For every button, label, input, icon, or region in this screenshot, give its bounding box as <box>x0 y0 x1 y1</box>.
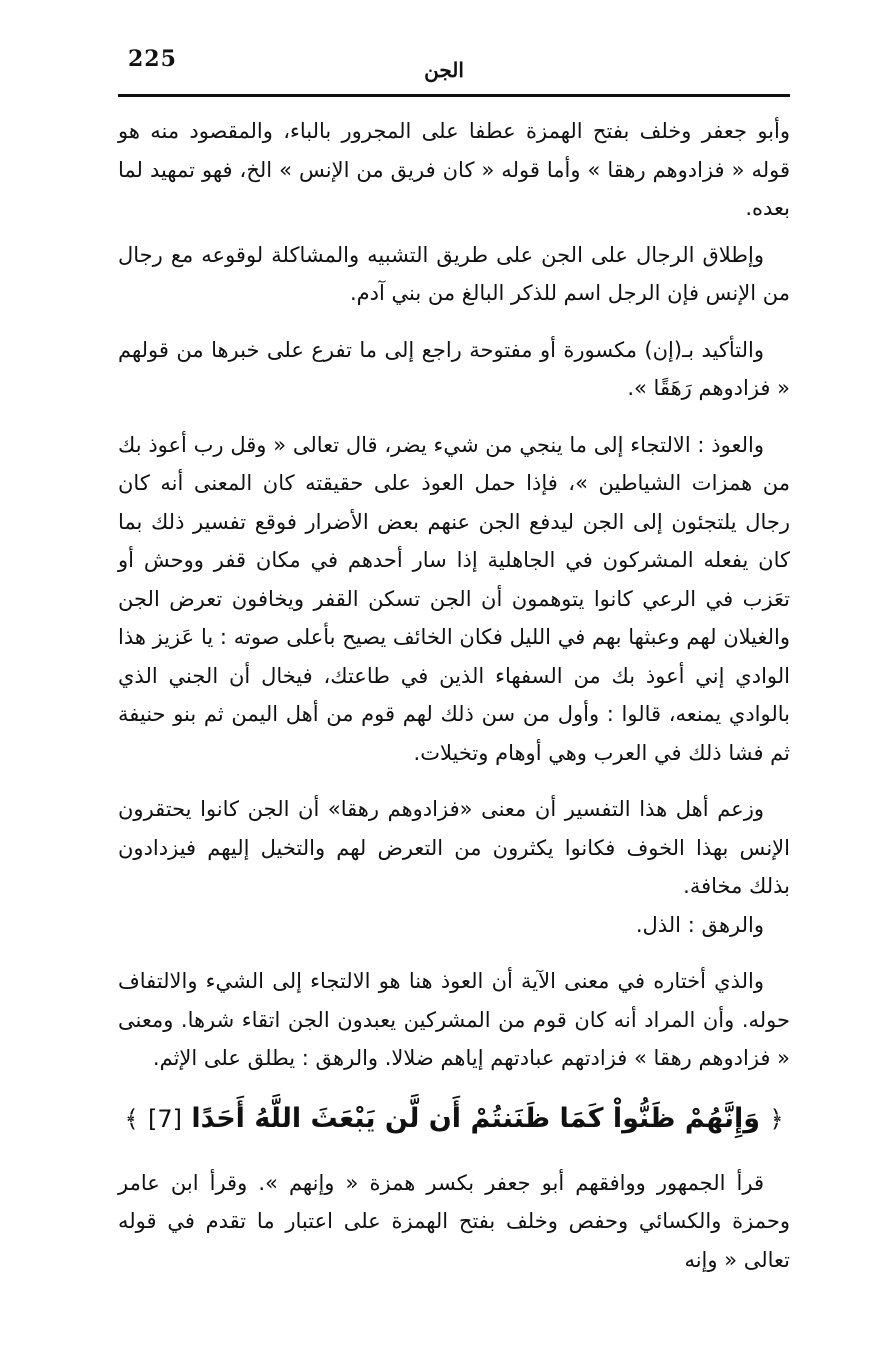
verse-number: [7] <box>147 1104 182 1133</box>
running-title: الجن <box>424 58 464 82</box>
paragraph-seeking-refuge: والعوذ : الالتجاء إلى ما ينجي من شيء يضر، قال تعالى « وقل رب أعوذ بك من همزات الشياطين »، فإذا حمل العوذ على حقيقته كان المعنى أنه كان رجال يلتجئون إلى الجن ليدفع الجن عنهم بعض الأضرار فوقع تفسير ذلك بما كان يفعله المشركون في الجاهلية إذا سار أحدهم في مكان قفر ووحش أو تعَزب في الرعي كانوا يتوهمون أن الجن تسكن القفر ويخافون تعرض الجن والغيلان لهم وعبثها بهم في الليل فكان الخائف يصيح بأعلى صوته : يا عَزيز هذا الوادي إني أعوذ بك من السفهاء الذين في طاعتك، فيخال أن الجني الذي بالوادي يمنعه، قالوا : وأول من سن ذلك لهم قوم من أهل اليمن ثم بنو حنيفة ثم فشا ذلك في العرب وهي أوهام وتخيلات. <box>118 432 790 765</box>
quran-verse <box>118 1096 790 1142</box>
page-number: 225 <box>128 46 177 72</box>
verse-ornament-open: ﴿ <box>769 1104 784 1133</box>
paragraph-interpretation: وزعم أهل هذا التفسير أن معنى «فزادوهم رهقا» أن الجن كانوا يحتقرون الإنس بهذا الخوف فكانوا يكثرون من التعرض لهم والتخيل إليهم فيزدادون بذلك مخافة. <box>118 797 790 898</box>
paragraph-rahaq-definition: والرهق : الذل. <box>635 912 764 937</box>
paragraph-men-of-jinn: وإطلاق الرجال على الجن على طريق التشبيه والمشاكلة لوقوعه مع رجال من الإنس فإن الرجل اسم للذكر البالغ من بني آدم. <box>118 242 790 305</box>
commentary-text <box>118 112 790 1279</box>
header-rule <box>118 94 790 97</box>
paragraph-preferred-view: والذي أختاره في معنى الآية أن العوذ هنا هو الالتجاء إلى الشيء والالتفاف حوله. وأن المراد أنه كان قوم من المشركين يعبدون الجن اتقاء شرها. ومعنى « فزادوهم رهقا » فزادتهم عبادتهم إياهم ضلالا. والرهق : يطلق على الإثم. <box>118 969 790 1070</box>
verse-text: وَإِنَّهُمْ ظَنُّواْ كَمَا ظَنَنتُمْ أَن لَّن يَبْعَثَ اللَّهُ أَحَدًا <box>191 1102 761 1134</box>
paragraph-after-verse: قرأ الجمهور ووافقهم أبو جعفر بكسر همزة « وإنهم ». وقرأ ابن عامر وحمزة والكسائي وحفص وخلف بفتح الهمزة على اعتبار ما تقدم في قوله تعالى « وإنه <box>118 1170 790 1272</box>
paragraph-emphasis: والتأكيد بـ(إن) مكسورة أو مفتوحة راجع إلى ما تفرع على خبرها من قولهم « فزادوهم رَهَقًا ». <box>118 337 790 400</box>
paragraph-reading-note: وأبو جعفر وخلف بفتح الهمزة عطفا على المجرور بالباء، والمقصود منه هو قوله « فزادوهم رهقا » وأما قوله « كان فريق من الإنس » الخ، فهو تمهيد لما بعده. <box>118 119 790 220</box>
verse-ornament-close: ﴾ <box>124 1104 139 1133</box>
